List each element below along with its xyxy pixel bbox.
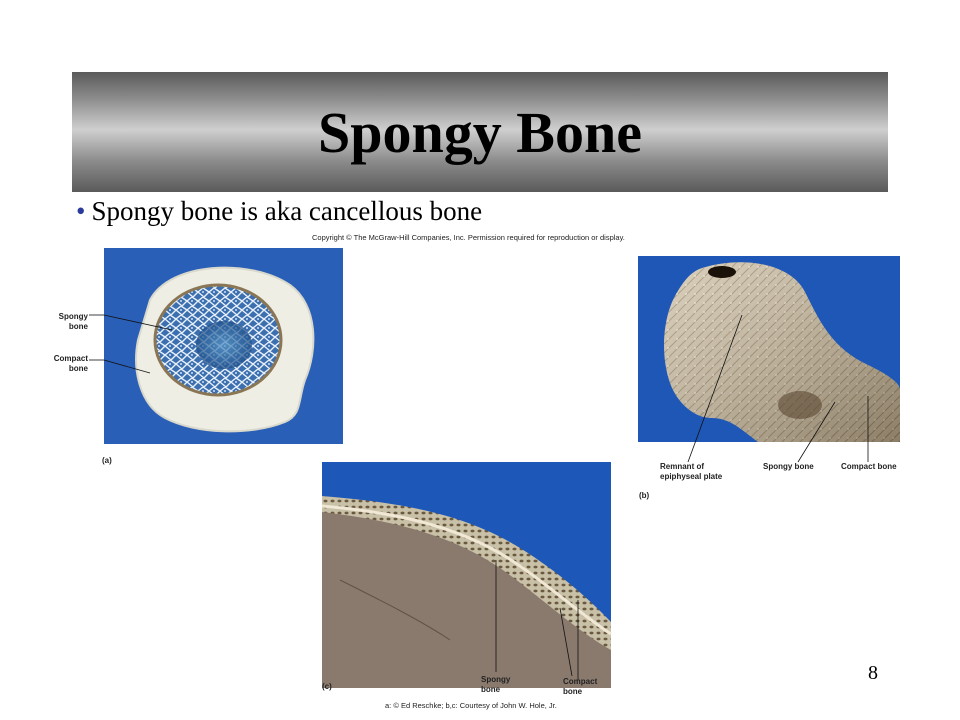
label-a-spongy: Spongy bone [58, 312, 88, 331]
label-b-spongy: Spongy bone [763, 462, 814, 471]
bullet-text: Spongy bone is aka cancellous bone [91, 196, 483, 226]
photo-credits: a: © Ed Reschke; b,c: Courtesy of John W. Hole, Jr. [385, 701, 557, 710]
panel-a-letter: (a) [102, 456, 112, 465]
label-b-remnant: Remnant of epiphyseal plate [660, 462, 723, 481]
label-a-compact: Compact bone [53, 354, 88, 373]
panel-c-photo [322, 462, 611, 688]
panel-a-photo [104, 248, 343, 444]
label-c-compact: Compact bone [563, 677, 598, 696]
panel-b-letter: (b) [639, 491, 650, 500]
panel-b-photo [638, 256, 900, 442]
label-c-spongy: Spongy bone [481, 675, 511, 694]
label-b-compact: Compact bone [841, 462, 897, 471]
copyright-notice: Copyright © The McGraw-Hill Companies, Inc. Permission required for reproduction or display. [312, 233, 625, 242]
bullet-dot-icon: • [76, 196, 86, 226]
slide-title: Spongy Bone [318, 99, 642, 165]
panel-c-letter: (c) [322, 682, 332, 691]
page-number: 8 [868, 662, 878, 684]
